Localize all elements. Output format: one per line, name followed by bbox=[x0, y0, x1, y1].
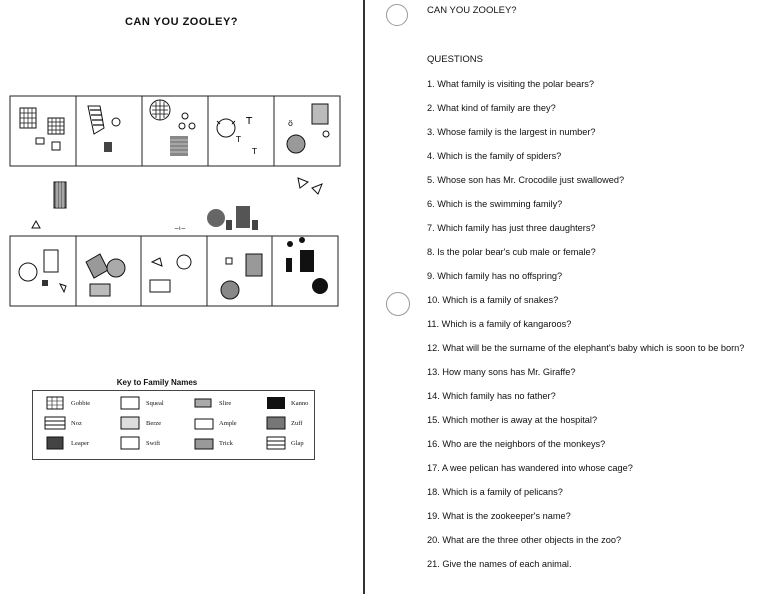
key-name-noz: Noz bbox=[71, 420, 82, 427]
question-item: 1. What family is visiting the polar bears? bbox=[427, 79, 594, 89]
question-item: 19. What is the zookeeper's name? bbox=[427, 511, 571, 521]
question-item: 20. What are the three other objects in the zoo? bbox=[427, 535, 622, 545]
bottom-cages bbox=[0, 234, 363, 314]
key-title: Key to Family Names bbox=[116, 378, 198, 387]
question-item: 2. What kind of family are they? bbox=[427, 103, 556, 113]
svg-text:ö: ö bbox=[288, 119, 293, 128]
binder-hole bbox=[386, 292, 410, 316]
svg-text:−ı−: −ı− bbox=[174, 225, 186, 232]
key-name-trick: Trick bbox=[219, 440, 233, 447]
question-item: 11. Which is a family of kangaroos? bbox=[427, 319, 572, 329]
question-item: 16. Who are the neighbors of the monkeys? bbox=[427, 439, 606, 449]
questions-list bbox=[427, 78, 744, 582]
key-name-leaper: Leaper bbox=[71, 440, 90, 447]
question-item: 4. Which is the family of spiders? bbox=[427, 151, 562, 161]
question-item: 10. Which is a family of snakes? bbox=[427, 295, 559, 305]
key-name-gobbie: Gobbie bbox=[71, 400, 91, 407]
question-item: 3. Whose family is the largest in number? bbox=[427, 127, 596, 137]
key-name-swift: Swift bbox=[146, 440, 161, 447]
question-item: 17. A wee pelican has wandered into whose cage? bbox=[427, 463, 633, 473]
question-item: 15. Which mother is away at the hospital? bbox=[427, 415, 598, 425]
key-name-ample: Ample bbox=[219, 420, 237, 427]
question-item: 14. Which family has no father? bbox=[427, 391, 556, 401]
key-box bbox=[32, 390, 315, 460]
key-name-slire: Slire bbox=[219, 400, 232, 407]
key-name-kanno: Kanno bbox=[291, 400, 309, 407]
questions-page-title: CAN YOU ZOOLEY? bbox=[427, 5, 517, 16]
key-name-squeal: Squeal bbox=[146, 400, 164, 407]
question-item: 6. Which is the swimming family? bbox=[427, 199, 563, 209]
question-item: 8. Is the polar bear's cub male or female? bbox=[427, 247, 596, 257]
question-item: 18. Which is a family of pelicans? bbox=[427, 487, 563, 497]
question-item: 12. What will be the surname of the elephant's baby which is soon to be born? bbox=[427, 343, 745, 353]
key-name-zuff: Zuff bbox=[291, 420, 303, 427]
question-item: 7. Which family has just three daughters? bbox=[427, 223, 596, 233]
page-divider bbox=[363, 0, 365, 594]
worksheet-page bbox=[0, 0, 363, 594]
loose-items bbox=[0, 176, 363, 236]
svg-text:T: T bbox=[252, 147, 257, 156]
question-item: 13. How many sons has Mr. Giraffe? bbox=[427, 367, 576, 377]
key-name-berze: Berze bbox=[146, 420, 162, 427]
question-item: 5. Whose son has Mr. Crocodile just swallowed? bbox=[427, 175, 625, 185]
svg-text:T: T bbox=[246, 116, 253, 127]
question-item: 21. Give the names of each animal. bbox=[427, 559, 572, 569]
question-item: 9. Which family has no offspring? bbox=[427, 271, 563, 281]
worksheet-title: CAN YOU ZOOLEY? bbox=[124, 16, 239, 28]
binder-hole bbox=[386, 4, 408, 26]
questions-heading: QUESTIONS bbox=[427, 54, 483, 65]
questions-page bbox=[366, 0, 768, 594]
svg-text:T: T bbox=[236, 135, 241, 144]
key-name-glap: Glap bbox=[291, 440, 304, 447]
